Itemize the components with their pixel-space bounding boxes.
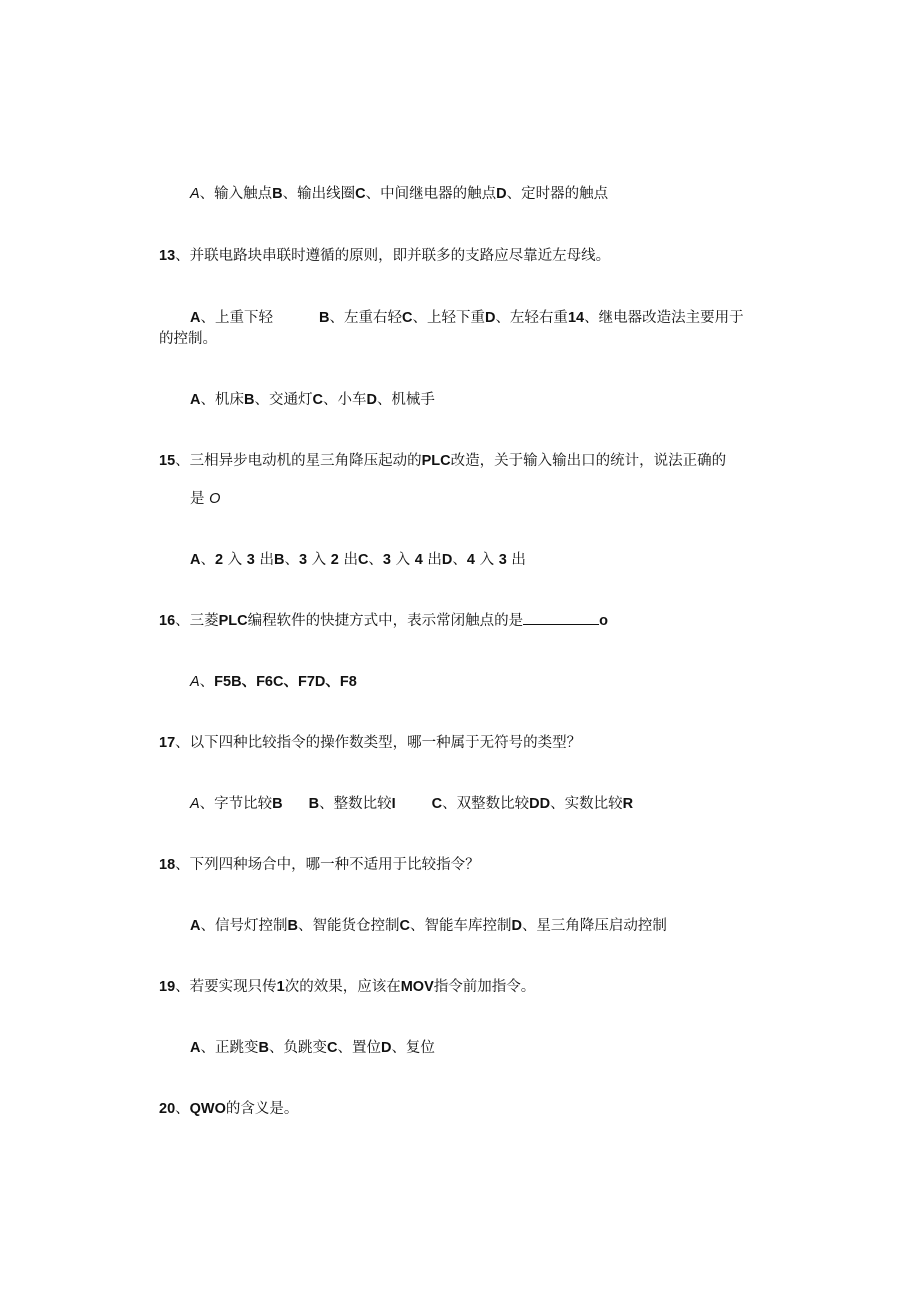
- question-text-end: 是: [190, 491, 205, 507]
- option-letter-b: B: [308, 796, 320, 812]
- question-16-options: [190, 672, 357, 692]
- function-key-options: F5B、F6C、F7D、F8: [214, 674, 357, 690]
- question-number: 18: [159, 857, 176, 873]
- option-letter-b: B: [318, 310, 330, 326]
- option-b-in: 3: [298, 552, 308, 568]
- out-label: 出: [427, 552, 442, 568]
- question-text: 、若要实现只传: [175, 979, 277, 995]
- question-15: [159, 451, 726, 471]
- question-number: 15: [159, 453, 176, 469]
- plc-term: PLC: [218, 613, 248, 629]
- in-label: 入: [479, 552, 495, 568]
- option-letter-a: A: [190, 392, 201, 408]
- option-letter-b: B: [272, 186, 283, 202]
- option-letter-c: C: [312, 392, 323, 408]
- option-letter-a: A: [190, 186, 200, 202]
- option-a-text: 、输入触点: [199, 186, 273, 202]
- option-b-text: 、交通灯: [254, 392, 313, 408]
- question-number: 20: [159, 1101, 176, 1117]
- question-text-end: 编程软件的快捷方式中，表示常闭触点的是: [247, 613, 524, 629]
- question-text-end: 的含义是。: [225, 1101, 299, 1117]
- option-letter-b: B: [287, 918, 298, 934]
- option-b-text: 、输出线圈: [282, 186, 356, 202]
- option-a-sep: 、: [200, 552, 215, 568]
- out-label: 出: [343, 552, 358, 568]
- option-letter-a: A: [190, 918, 201, 934]
- question-14-options: [190, 390, 435, 410]
- option-d-in: 4: [466, 552, 475, 568]
- option-a-out: 3: [246, 552, 255, 568]
- option-d-text: 、星三角降压启动控制: [521, 918, 667, 934]
- question-18-options: [190, 916, 667, 936]
- option-letter-c: C: [401, 310, 413, 326]
- mov-term: MOV: [400, 979, 434, 995]
- option-c-text: 、中间继电器的触点: [365, 186, 497, 202]
- option-letter-c: C: [326, 1040, 338, 1056]
- question-text: 、三相异步电动机的星三角降压起动的: [175, 453, 422, 469]
- option-letter-c: C: [431, 796, 443, 812]
- qwo-term: QWO: [189, 1101, 226, 1117]
- option-d-code: R: [622, 796, 634, 812]
- option-letter-a: A: [190, 552, 201, 568]
- question-number: 19: [159, 979, 176, 995]
- option-letter-d: D: [511, 918, 522, 934]
- question-14-text-end: 的控制。: [159, 331, 217, 347]
- option-d-out: 3: [498, 552, 507, 568]
- question-16: [159, 611, 608, 631]
- in-label: 入: [311, 552, 327, 568]
- option-a-text: 、正跳变: [200, 1040, 259, 1056]
- option-letter-a: A: [190, 1040, 201, 1056]
- option-letter-a: A: [190, 310, 201, 326]
- question-text: 、并联电路块串联时遵循的原则，即并联多的支路应尽靠近左母线。: [175, 248, 611, 264]
- option-c-text: 、小车: [322, 392, 367, 408]
- option-letter-c: C: [399, 918, 410, 934]
- question-19-options: [190, 1038, 435, 1058]
- option-d-text: 、实数比较: [550, 796, 623, 812]
- option-c-code: DD: [529, 796, 551, 812]
- option-letter-c: C: [355, 186, 366, 202]
- option-letter-d: D: [380, 1040, 392, 1056]
- answer-placeholder: O: [209, 491, 221, 507]
- option-c-text: 、双整数比较: [442, 796, 530, 812]
- question-number: 16: [159, 613, 176, 629]
- in-label: 入: [395, 552, 411, 568]
- option-b-text: 、整数比较: [319, 796, 392, 812]
- option-d-text: 、左轻右重: [495, 310, 568, 326]
- option-c-text: 、置位: [337, 1040, 381, 1056]
- option-a-text: 、机床: [200, 392, 244, 408]
- option-letter-d: D: [441, 552, 453, 568]
- option-c-sep: 、: [368, 552, 383, 568]
- plc-term: PLC: [421, 453, 451, 469]
- option-b-out: 2: [330, 552, 339, 568]
- question-text-mid: 次的效果，应该在: [284, 979, 401, 995]
- question-text: 、以下四种比较指令的操作数类型，哪一种属于无符号的类型？: [175, 735, 582, 751]
- option-b-code: I: [391, 796, 396, 812]
- question-17-options: [190, 794, 633, 814]
- question-12-options: [190, 184, 608, 204]
- option-c-text: 、上轻下重: [412, 310, 485, 326]
- out-label: 出: [259, 552, 274, 568]
- in-label: 入: [227, 552, 243, 568]
- question-15-options: [190, 550, 526, 570]
- question-19: [159, 977, 535, 997]
- option-d-text: 、机械手: [376, 392, 435, 408]
- option-letter-a: A: [190, 796, 200, 812]
- option-c-out: 4: [414, 552, 423, 568]
- option-a-text: 、信号灯控制: [200, 918, 288, 934]
- count-value: 1: [276, 979, 285, 995]
- question-text: 、下列四种场合中，哪一种不适用于比较指令？: [175, 857, 480, 873]
- question-text: 、: [175, 1101, 190, 1117]
- question-17: [159, 733, 581, 753]
- option-letter-b: B: [258, 1040, 269, 1056]
- answer-blank: [523, 612, 599, 625]
- option-letter-c: C: [357, 552, 369, 568]
- option-letter-a: A: [190, 674, 200, 690]
- question-15-continuation: [190, 489, 220, 509]
- out-label: 出: [511, 552, 526, 568]
- question-text-end: 指令前加指令。: [433, 979, 536, 995]
- question-number: 17: [159, 735, 176, 751]
- option-letter-d: D: [484, 310, 496, 326]
- option-c-text: 、智能车库控制: [409, 918, 512, 934]
- option-d-text: 、定时器的触点: [506, 186, 609, 202]
- question-18: [159, 855, 480, 875]
- option-b-sep: 、: [284, 552, 299, 568]
- question-text: 、三菱: [175, 613, 219, 629]
- option-d-sep: 、: [452, 552, 467, 568]
- question-20: [159, 1099, 298, 1119]
- option-a-text: 、字节比较: [199, 796, 273, 812]
- option-c-in: 3: [382, 552, 391, 568]
- option-a-in: 2: [214, 552, 224, 568]
- question-14-continuation: [159, 329, 217, 349]
- question-13: [159, 246, 610, 266]
- option-letter-b: B: [273, 552, 285, 568]
- option-b-text: 、智能货仓控制: [297, 918, 400, 934]
- answer-placeholder: o: [599, 613, 608, 629]
- question-number: 13: [159, 248, 176, 264]
- question-13-options: [190, 308, 744, 328]
- question-14-number: 14: [567, 310, 585, 326]
- question-text-end: 改造，关于输入输出口的统计，说法正确的: [450, 453, 727, 469]
- question-14-text: 、继电器改造法主要用于: [584, 310, 744, 326]
- option-b-text: 、负跳变: [268, 1040, 327, 1056]
- option-letter-b: B: [243, 392, 255, 408]
- option-b-text: 、左重右轻: [329, 310, 402, 326]
- option-a-text: 、上重下轻: [200, 310, 273, 326]
- option-a-code: B: [272, 796, 283, 812]
- option-letter-d: D: [496, 186, 507, 202]
- option-a-sep: 、: [199, 674, 215, 690]
- option-d-text: 、复位: [391, 1040, 435, 1056]
- option-letter-d: D: [366, 392, 377, 408]
